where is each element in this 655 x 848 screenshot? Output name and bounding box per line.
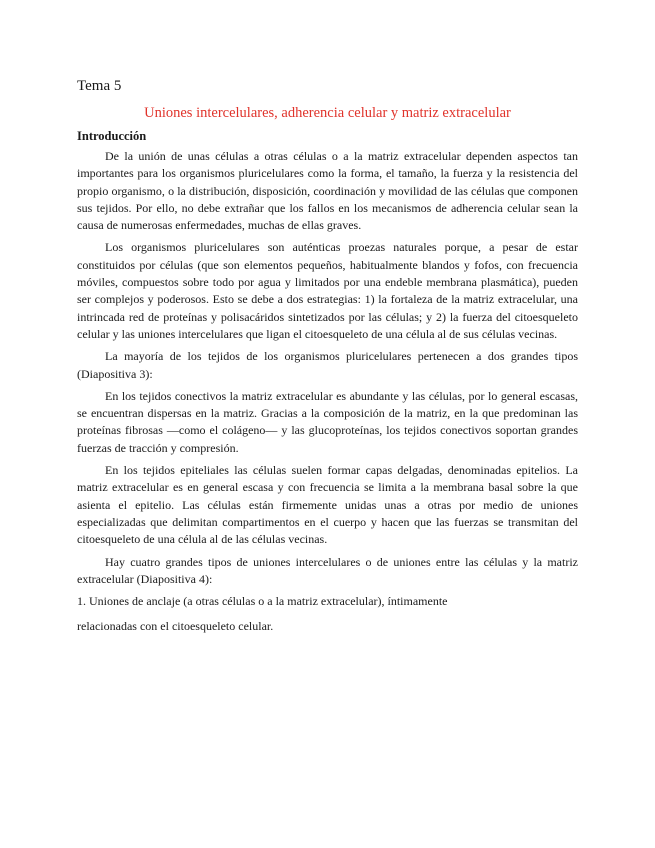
paragraph-4: En los tejidos conectivos la matriz extracelular es abundante y las células, por lo general escasas, se encuentran dispersas en la matriz. Gracias a la composición de la matriz, en la que predominan las proteínas fibrosas —como el colágeno— y las glucoproteínas, los tejidos conectivos soportan grandes fuerzas de tracción y compresión. <box>77 388 578 455</box>
list-item-line-1: 1. Uniones de anclaje (a otras células o a la matriz extracelular), íntimamente <box>77 594 448 609</box>
document-title: Uniones intercelulares, adherencia celular y matriz extracelular <box>144 105 511 121</box>
paragraph-6: Hay cuatro grandes tipos de uniones intercelulares o de uniones entre las células y la matriz extracelular (Diapositiva 4): <box>77 554 578 586</box>
paragraph-5: En los tejidos epiteliales las células suelen formar capas delgadas, denominadas epitelios. La matriz extracelular es en general escasa y con frecuencia se limita a la membrana basal sobre la que asienta el epitelio. Las células están firmemente unidas unas a otras por medio de uniones especializadas que delimitan compartimentos en el cuerpo y hacen que las fuerzas se transmitan del citoesqueleto de una célula al de las células vecinas. <box>77 463 578 547</box>
document-page <box>77 76 578 641</box>
chapter-label: Tema 5 <box>77 78 122 94</box>
paragraph-2: Los organismos pluricelulares son auténticas proezas naturales porque, a pesar de estar constituidos por células (que son elementos pequeños, habitualmente blandos y fofos, con frecuencia móviles, compuestos sobre todo por agua y limitados por una endeble membrana plasmática), pueden ser complejos y poderosos. Esto se debe a dos estrategias: 1) la fortaleza de la matriz extracelular, una intrincada red de proteínas y polisacáridos sintetizados por las células; y 2) la fuerza del citoesqueleto celular y las uniones intercelulares que ligan el citoesqueleto de una célula al de sus células vecinas. <box>77 240 578 341</box>
list-item-line-2: relacionadas con el citoesqueleto celular. <box>77 619 274 634</box>
section-heading: Introducción <box>77 129 147 143</box>
paragraph-1: De la unión de unas células a otras células o a la matriz extracelular dependen aspectos tan importantes para los organismos pluricelulares como la forma, el tamaño, la fuerza y la resistencia del propio organismo, o la distribución, disposición, coordinación y movilidad de las células que componen sus tejidos. Por ello, no debe extrañar que los fallos en los mecanismos de adherencia celular sean la causa de numerosas enfermedades, muchas de ellas graves. <box>77 149 578 233</box>
paragraph-3: La mayoría de los tejidos de los organismos pluricelulares pertenecen a dos grandes tipos (Diapositiva 3): <box>77 349 578 381</box>
